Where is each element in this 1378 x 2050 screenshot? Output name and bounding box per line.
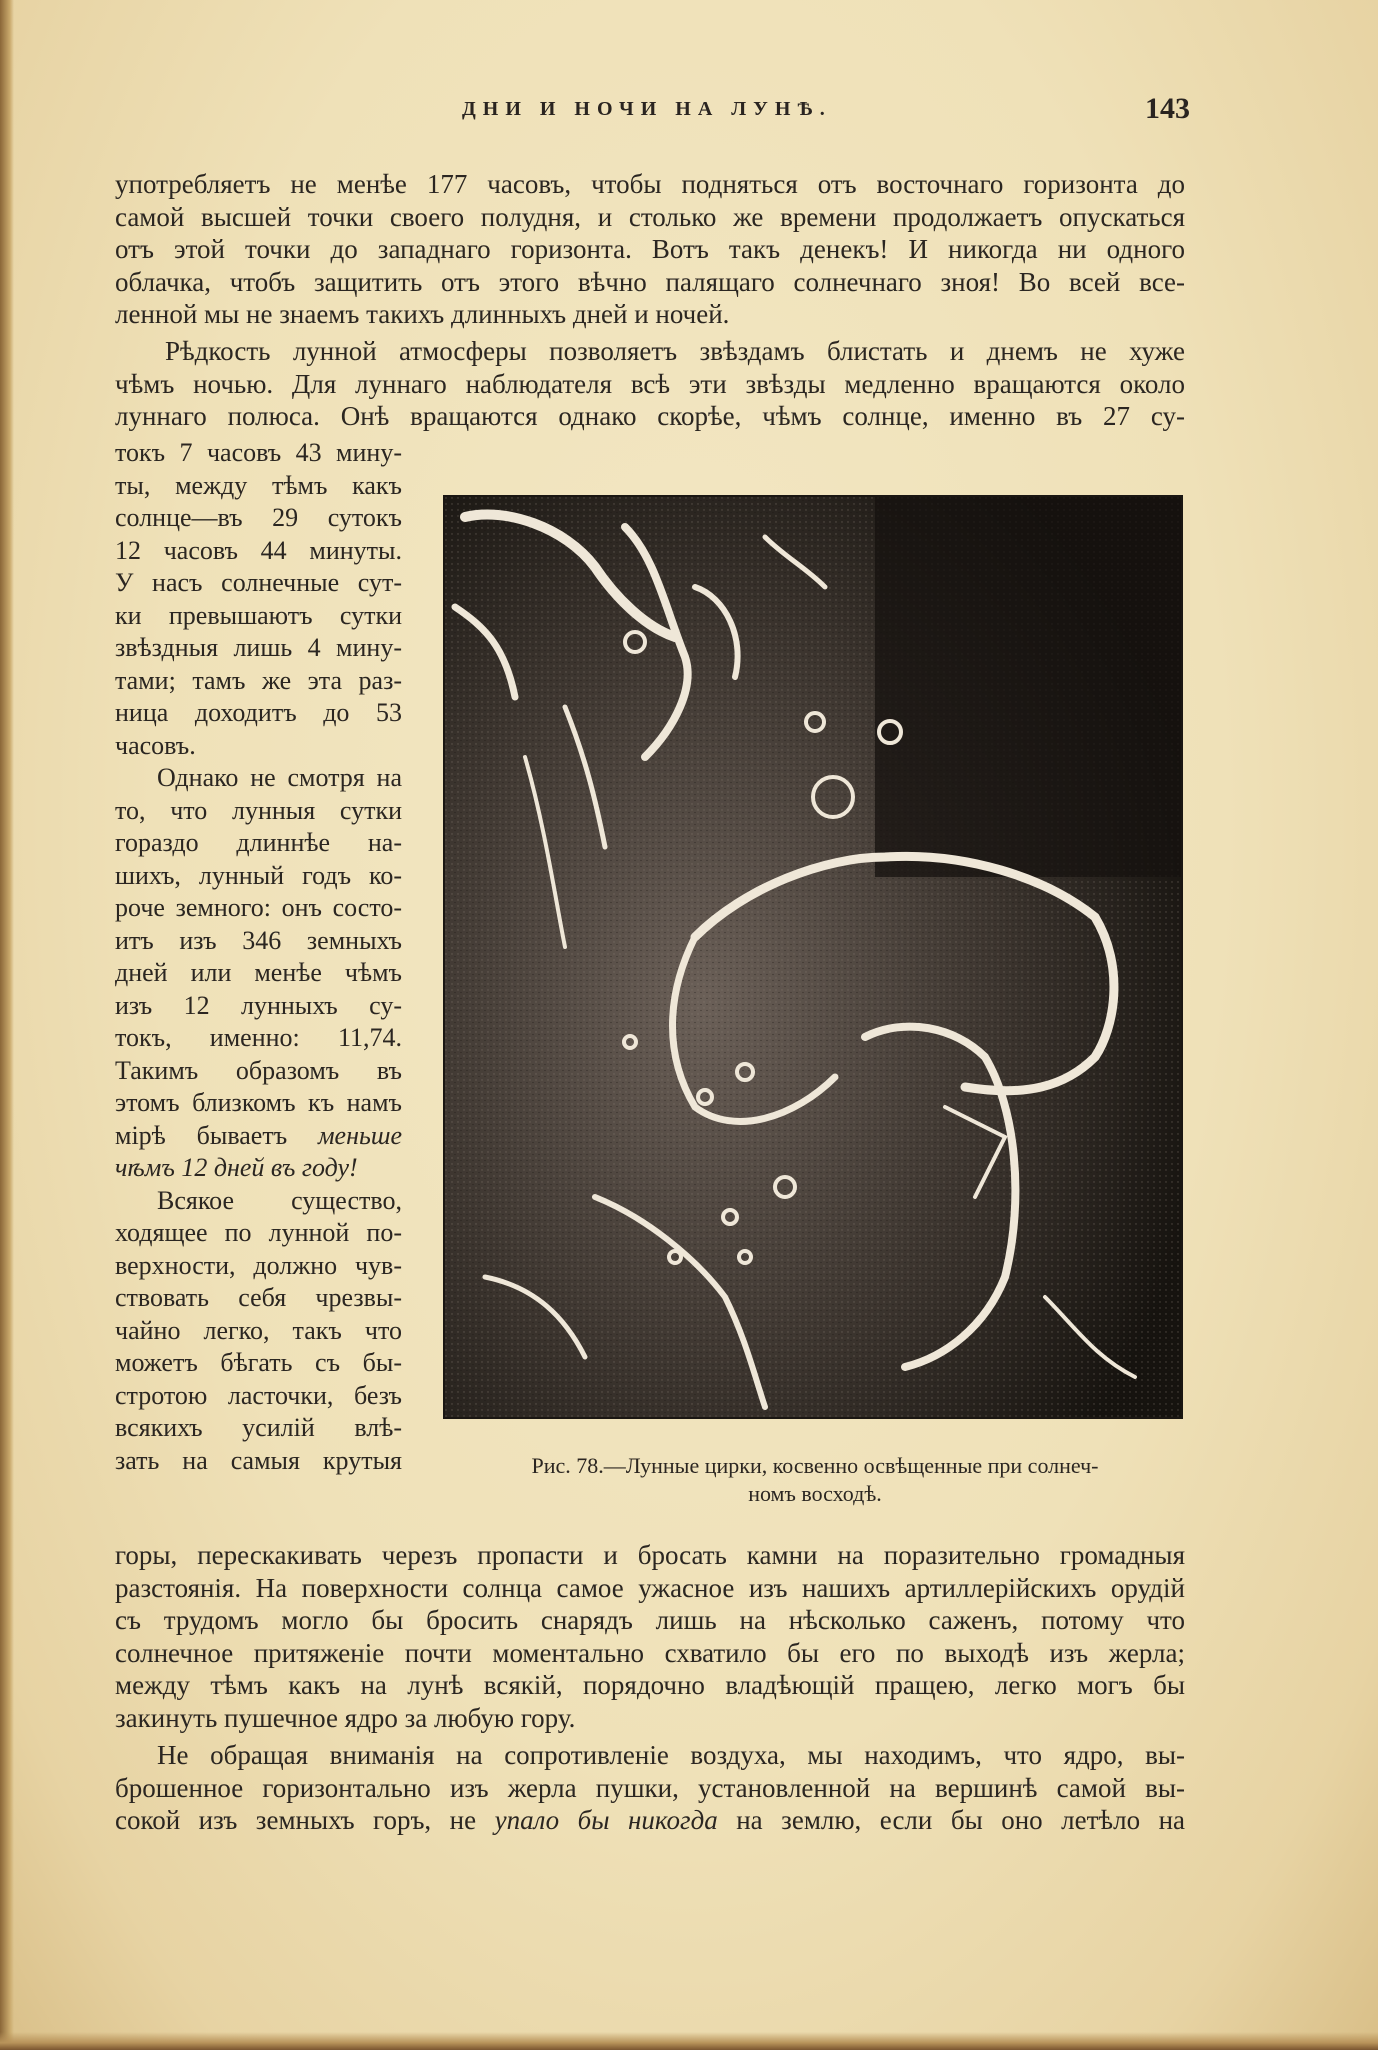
text-line: чайно легко, такъ что (115, 1315, 402, 1345)
text-line: разстоянія. На поверхности солнца самое ужасное изъ нашихъ артиллерійскихъ орудій (115, 1572, 1185, 1603)
paragraph-day-length (115, 168, 1185, 331)
caption-line: номъ восходѣ. (748, 1481, 882, 1506)
text-line: съ трудомъ могло бы бросить снарядъ лишь на нѣсколько саженъ, потому что (115, 1605, 1185, 1635)
text-line (115, 1120, 402, 1153)
side-column-text (115, 437, 402, 1477)
text-line (115, 1152, 402, 1185)
text-line: итъ изъ 346 земныхъ (115, 925, 402, 955)
paragraph-stars (115, 335, 1185, 433)
paragraph-gravity (115, 1539, 1185, 1734)
text-segment: на землю, если бы оно летѣло на (736, 1805, 1185, 1835)
page-header (110, 92, 1190, 132)
text-line: употребляетъ не менѣе 177 часовъ, чтобы подняться отъ восточнаго горизонта до (115, 169, 1185, 199)
text-line: зать на самыя крутыя (115, 1445, 402, 1475)
page-number: 143 (1145, 92, 1190, 125)
caption-line: Рис. 78.—Лунные цирки, косвенно освѣщенные при солнеч- (531, 1453, 1099, 1478)
text-line: 12 часовъ 44 минуты. (115, 535, 402, 565)
text-line: можетъ бѣгать съ бы- (115, 1348, 402, 1377)
text-line (115, 1804, 1185, 1837)
text-line: звѣздныя лишь 4 мину- (115, 633, 402, 662)
text-line: закинуть пушечное ядро за любую гору. (115, 1702, 576, 1733)
text-line: шихъ, лунный годъ ко- (115, 860, 402, 890)
text-line: чѣмъ ночью. Для луннаго наблюдателя всѣ эти звѣзды медленно вращаются около (115, 368, 1185, 399)
page-binding-edge (0, 0, 14, 2050)
text-line: луннаго полюса. Онѣ вращаются однако скорѣе, чѣмъ солнце, именно въ 27 су- (115, 401, 1185, 431)
text-line: отъ этой точки до западнаго горизонта. Вотъ такъ денекъ! И никогда ни одного (115, 234, 1185, 264)
lunar-craters-illustration (443, 495, 1183, 1419)
text-line: между тѣмъ какъ на лунѣ всякій, порядочно владѣющій пращею, легко могъ бы (115, 1670, 1185, 1700)
text-line: роче земного: онъ состо- (115, 893, 402, 922)
figure-caption (470, 1452, 1160, 1508)
text-line: гораздо длиннѣе на- (115, 828, 402, 857)
italic-text: упало бы никогда (494, 1805, 718, 1835)
text-line: дней или менѣе чѣмъ (115, 958, 402, 987)
text-line: стротою ласточки, безъ (115, 1380, 402, 1410)
text-segment: мірѣ бываетъ (115, 1120, 288, 1150)
text-line: ленной мы не знаемъ такихъ длинныхъ дней и ночей. (115, 299, 730, 329)
text-line: солнечное притяженіе почти моментально схватило бы его по выходѣ изъ жерла; (115, 1637, 1185, 1668)
text-line: горы, перескакивать черезъ пропасти и бросать камни на поразительно громадныя (115, 1540, 1185, 1570)
text-line: Рѣдкость лунной атмосферы позволяетъ звѣздамъ блистать и днемъ не хуже (165, 336, 1185, 366)
text-line: Всякое существо, (157, 1185, 402, 1215)
page-bottom-edge (0, 2032, 1378, 2050)
text-line: изъ 12 лунныхъ су- (115, 990, 402, 1020)
text-line: ты, между тѣмъ какъ (115, 470, 402, 500)
text-line: У насъ солнечные сут- (115, 568, 402, 597)
text-segment: сокой изъ земныхъ горъ, не (115, 1805, 477, 1835)
text-line: всякихъ усилій влѣ- (115, 1413, 402, 1442)
text-line: брошенное горизонтально изъ жерла пушки, установленной на вершинѣ самой вы- (115, 1772, 1185, 1803)
text-line: Однако не смотря на (157, 763, 402, 792)
text-line: Такимъ образомъ въ (115, 1055, 402, 1085)
text-line: верхности, должно чув- (115, 1250, 402, 1280)
text-line: ки превышаютъ сутки (115, 600, 402, 630)
text-line: самой высшей точки своего полудня, и столько же времени продолжаетъ опускаться (115, 201, 1185, 232)
running-title: ДНИ И НОЧИ НА ЛУНѢ. (462, 98, 832, 120)
italic-text: чѣмъ 12 дней въ году! (115, 1153, 358, 1182)
paragraph-cannonball (115, 1739, 1185, 1837)
text-line: токъ 7 часовъ 43 мину- (115, 438, 402, 467)
text-line: ствовать себя чрезвы- (115, 1283, 402, 1312)
text-line: этомъ близкомъ къ намъ (115, 1088, 402, 1117)
text-line: ходящее по лунной по- (115, 1218, 402, 1247)
text-line: Не обращая вниманія на сопротивленіе воздуха, мы находимъ, что ядро, вы- (157, 1740, 1185, 1770)
text-line: облачка, чтобъ защитить отъ этого вѣчно палящаго солнечнаго зноя! Во всей все- (115, 266, 1185, 297)
italic-text: меньше (317, 1120, 402, 1150)
text-line: солнце—въ 29 сутокъ (115, 503, 402, 532)
text-line: то, что лунныя сутки (115, 795, 402, 825)
text-line: токъ, именно: 11,74. (115, 1023, 402, 1052)
text-line: тами; тамъ же эта раз- (115, 665, 402, 695)
crater-engraving (445, 497, 1181, 1417)
text-line: часовъ. (115, 730, 196, 760)
text-line: ница доходитъ до 53 (115, 698, 402, 727)
